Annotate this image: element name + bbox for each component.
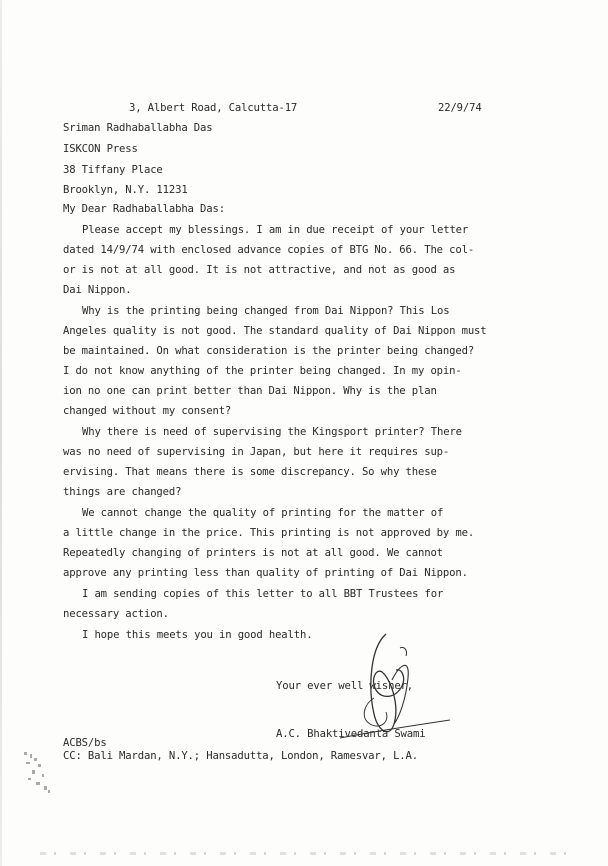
- body-line: or is not at all good. It is not attractive, and not as good as: [63, 264, 456, 276]
- body-line: Why is the printing being changed from Dai Nippon? This Los: [82, 305, 450, 317]
- scan-noise: [40, 852, 580, 855]
- body-line: I do not know anything of the printer being changed. In my opin-: [63, 365, 462, 377]
- body-line: Angeles quality is not good. The standard quality of Dai Nippon must: [63, 325, 487, 337]
- body-line: ervising. That means there is some discrepancy. So why these: [63, 466, 437, 478]
- recipient-line: 38 Tiffany Place: [63, 164, 163, 176]
- body-line: Dai Nippon.: [63, 284, 132, 296]
- body-line: I hope this meets you in good health.: [82, 629, 313, 641]
- body-line: things are changed?: [63, 486, 182, 498]
- typist-initials: ACBS/bs: [63, 737, 107, 749]
- letter-date: 22/9/74: [438, 102, 482, 114]
- handwritten-signature: [330, 628, 470, 748]
- body-line: be maintained. On what consideration is the printer being changed?: [63, 345, 475, 357]
- body-line: approve any printing less than quality of printing of Dai Nippon.: [63, 567, 468, 579]
- recipient-line: Brooklyn, N.Y. 11231: [63, 184, 188, 196]
- faint-stamp-mark: [18, 748, 58, 796]
- body-line: Why there is need of supervising the Kingsport printer? There: [82, 426, 462, 438]
- salutation: My Dear Radhaballabha Das:: [63, 203, 225, 215]
- recipient-line: Sriman Radhaballabha Das: [63, 122, 213, 134]
- body-line: a little change in the price. This printing is not approved by me.: [63, 527, 475, 539]
- body-line: dated 14/9/74 with enclosed advance copies of BTG No. 66. The col-: [63, 244, 475, 256]
- signer-name: A.C. Bhaktivedanta Swami: [276, 728, 426, 740]
- closing: Your ever well wisher,: [276, 680, 414, 692]
- body-line: changed without my consent?: [63, 405, 232, 417]
- body-line: We cannot change the quality of printing for the matter of: [82, 507, 444, 519]
- cc-line: CC: Bali Mardan, N.Y.; Hansadutta, London, Ramesvar, L.A.: [63, 750, 418, 762]
- body-line: Please accept my blessings. I am in due receipt of your letter: [82, 224, 469, 236]
- address-line: 3, Albert Road, Calcutta-17: [129, 102, 298, 114]
- body-line: was no need of supervising in Japan, but here it requires sup-: [63, 446, 450, 458]
- body-line: necessary action.: [63, 608, 169, 620]
- body-line: Repeatedly changing of printers is not at all good. We cannot: [63, 547, 443, 559]
- body-line: ion no one can print better than Dai Nippon. Why is the plan: [63, 385, 437, 397]
- body-line: I am sending copies of this letter to all BBT Trustees for: [82, 588, 444, 600]
- recipient-line: ISKCON Press: [63, 143, 138, 155]
- page-edge-shadow: [0, 0, 2, 866]
